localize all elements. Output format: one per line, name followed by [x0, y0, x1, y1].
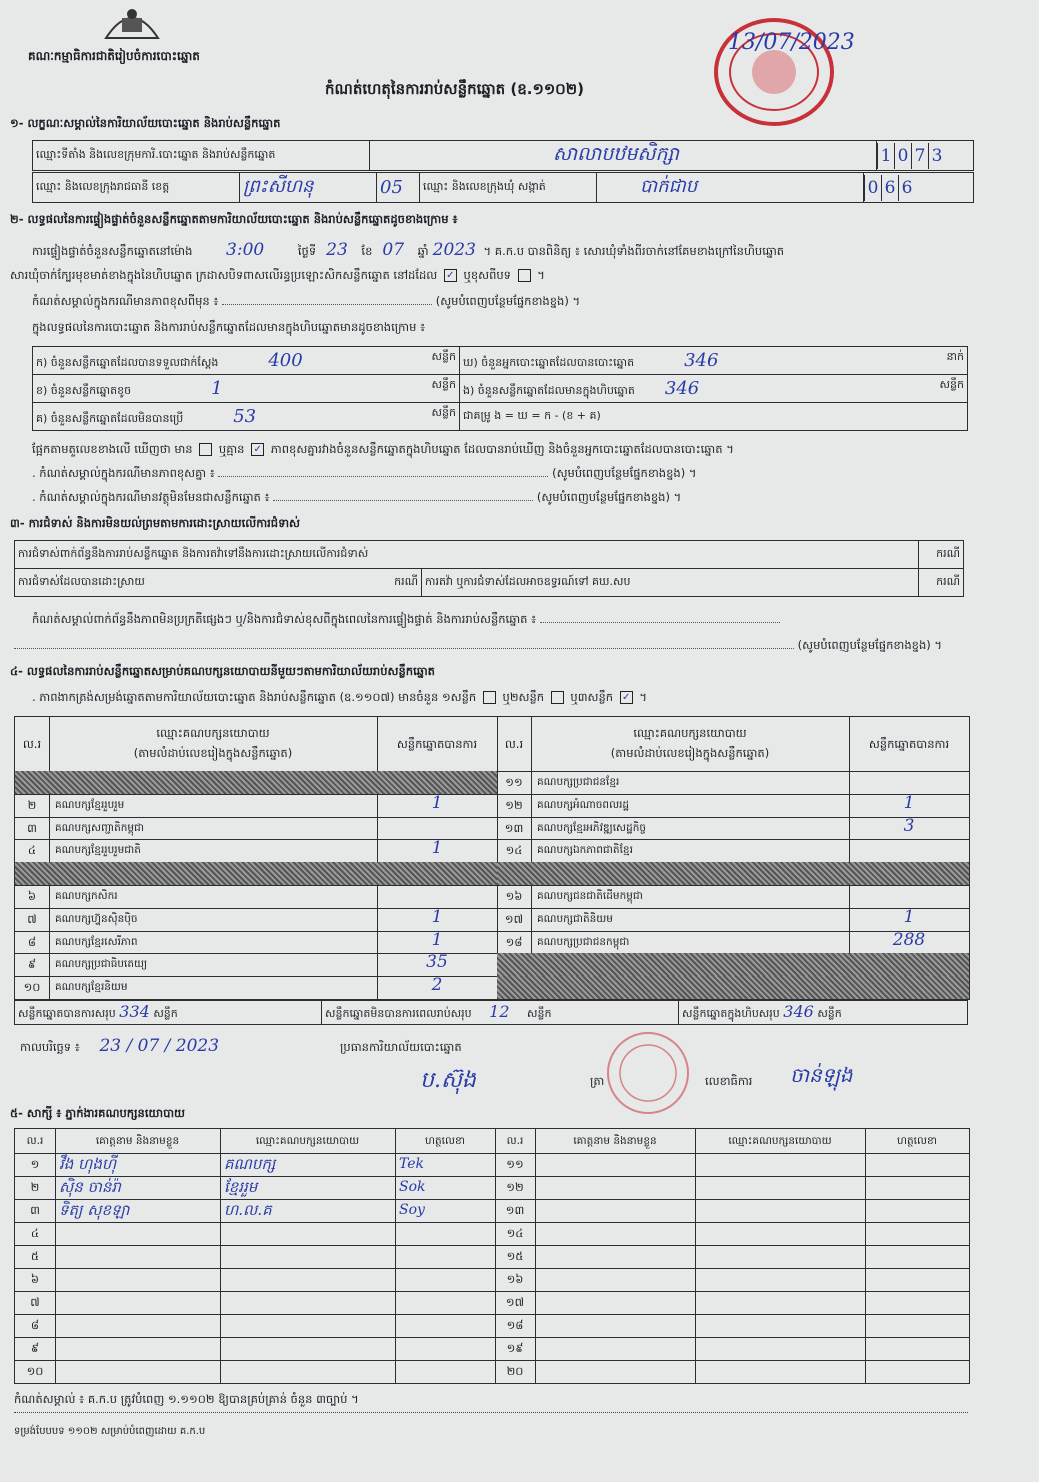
footer-note: កំណត់សម្គាល់ ៖ គ.ក.ប ត្រូវបំពេញ ១.១១០២ ឱ្យបានគ្រប់គ្រាន់ ចំនួន ៣ច្បាប់ ។	[14, 1392, 359, 1406]
witness-no: ៧	[30, 1295, 40, 1309]
party-name: គណបក្សជនជាតិដើមកម្ពុជា	[537, 890, 643, 902]
commune-label: ឈ្មោះ និងលេខក្រុងឃុំ សង្កាត់	[420, 173, 597, 203]
party-no: ១៣	[504, 820, 524, 835]
party-name: គណបក្សអំណាចពលរដ្ឋ	[537, 798, 630, 811]
party-votes: 1	[903, 906, 915, 927]
s3-note-field-2[interactable]	[14, 648, 794, 649]
unit-label: សន្លឹក	[939, 377, 964, 391]
party-votes: 35	[426, 952, 448, 973]
note2-label: . កំណត់សម្គាល់ក្នុងករណីមានវត្ថុមិនមែនជាសន្លឹកឆ្នោត ៖	[32, 490, 270, 504]
diff-no-checkbox[interactable]: ✓	[251, 443, 264, 456]
emblem-logo	[100, 4, 164, 40]
year-label: ឆ្នាំ	[417, 244, 429, 258]
witness-row	[15, 1153, 969, 1177]
unit-label: សន្លឹក	[153, 1007, 178, 1020]
s3-note-tail: (សូមបំពេញបន្ថែមផ្នែកខាងខ្នង) ។	[797, 638, 942, 652]
form-title: កំណត់ហេតុនៃការរាប់សន្លឹកឆ្នោត (ឧ.១១០២)	[325, 80, 585, 98]
witness-signature: Soy	[399, 1202, 425, 1218]
party-votes: 1	[431, 906, 443, 927]
col-votes-header: សន្លឹកឆ្នោតបានការ	[868, 737, 950, 751]
count-kho	[460, 347, 968, 375]
s1-row1-value: សាលាបឋមសិក្សា	[553, 142, 679, 165]
witness-no: ១០	[26, 1364, 44, 1378]
unit-label: សន្លឹក	[527, 1007, 552, 1020]
party-no: ៤	[27, 843, 37, 858]
province-value-cell	[240, 173, 377, 203]
code-digit: 0	[894, 143, 911, 169]
month-value: 07	[382, 240, 405, 260]
diff-note-field[interactable]	[222, 304, 432, 305]
note2-field[interactable]	[273, 500, 533, 501]
province-value: ព្រះសីហនុ	[243, 176, 314, 197]
count-kha-value: 1	[211, 377, 223, 399]
official-stamp	[708, 10, 840, 128]
committee-name: គណៈកម្មាធិការជាតិរៀបចំការបោះឆ្នោត	[28, 49, 200, 63]
witness-no: ៨	[30, 1318, 40, 1332]
witness-signature: Tek	[399, 1156, 425, 1172]
party-no: ១៤	[505, 843, 523, 858]
party-results-right	[497, 717, 969, 999]
party-row	[497, 931, 969, 955]
secretary-signature: ចាន់ឡុង	[790, 1063, 853, 1087]
province-label: ឈ្មោះ និងលេខក្រុងរាជធានី ខេត្ត	[33, 173, 240, 203]
valid-total-value: 334	[119, 1002, 150, 1021]
count-ngo	[460, 375, 968, 403]
col-votes-header: សន្លឹកឆ្នោតបានការ	[396, 737, 478, 751]
diff-yes-checkbox[interactable]	[199, 443, 212, 456]
witness-no: ១៨	[506, 1318, 524, 1332]
party-votes: 1	[903, 792, 915, 813]
note1-tail: (សូមបំពេញបន្ថែមផ្នែកខាងខ្នង) ។	[552, 466, 697, 480]
witness-name: វឹង ហុងហ៊ី	[59, 1155, 117, 1173]
party-results-table	[14, 716, 970, 1000]
count-ngo-label: ង) ចំនួនសន្លឹកឆ្នោតដែលមានក្នុងហិបឆ្នោត	[463, 383, 635, 397]
diff-note-label: កំណត់សម្គាល់ក្នុងករណីមានភាពខុសពីមុន ៖	[32, 294, 219, 308]
col-party-title: ឈ្មោះគណបក្សនយោបាយ	[156, 726, 270, 740]
commune-value: បាក់ជាប	[640, 176, 698, 197]
s2-line3	[32, 294, 580, 311]
party-name: គណបក្សប្រជាធិបតេយ្យ	[55, 958, 148, 971]
witness-row	[15, 1245, 969, 1269]
party-row	[497, 862, 969, 886]
different-checkbox[interactable]	[518, 269, 531, 282]
party-name: គណបក្សកសិករ	[55, 890, 118, 902]
witness-col-sign: ហត្ថលេខា	[395, 1129, 495, 1154]
chief-label: ប្រធានការិយាល័យបោះឆ្នោត	[340, 1040, 462, 1054]
code-digit: 0	[864, 175, 881, 201]
party-row	[497, 976, 969, 1000]
secretary-label: លេខាធិការ	[705, 1074, 753, 1088]
case-label: ករណី	[918, 541, 963, 569]
witness-no: ៦	[30, 1272, 40, 1286]
sheet2-checkbox[interactable]	[551, 691, 564, 704]
date-value: 23 / 07 / 2023	[99, 1036, 220, 1056]
code-digit: 7	[911, 143, 928, 169]
col-party-sub: (តាមលំដាប់លេខរៀងក្នុងសន្លឹកឆ្នោត)	[133, 746, 293, 760]
commune-code	[864, 173, 974, 203]
invalid-total	[322, 1001, 679, 1025]
witness-party: ហ.ល.គ	[224, 1201, 272, 1219]
different-label: ឬខុសពីបទ	[463, 268, 511, 282]
witness-col-no: ល.រ	[495, 1129, 535, 1154]
party-no: ១៧	[504, 911, 524, 926]
witness-no: ១៥	[506, 1249, 524, 1263]
box-total	[679, 1001, 968, 1025]
witness-no: ១៦	[506, 1272, 524, 1286]
party-name: គណបក្សខ្មែររួបរួមជាតិ	[55, 844, 141, 857]
party-header	[497, 717, 969, 772]
party-votes: 1	[431, 929, 443, 950]
objection-row2	[15, 569, 422, 597]
month-label: ខែ	[361, 244, 373, 258]
s1-title: ១- លក្ខណៈសម្គាល់នៃការិយាល័យបោះឆ្នោត និងរាប់សន្លឹកឆ្នោត	[10, 116, 281, 130]
party-votes: 2	[431, 975, 443, 996]
formula: ជាគម្រូ ង = ឃ = ក - (ខ + គ)	[460, 403, 968, 431]
count-table	[32, 346, 968, 431]
totals-row	[14, 1000, 968, 1025]
code-digit: 1	[877, 143, 894, 169]
s1-table	[32, 140, 974, 171]
check-time: 3:00	[226, 240, 265, 260]
count-ka-label: ក) ចំនួនសន្លឹកឆ្នោតដែលបានទទួលជាក់ស្តែង	[36, 355, 219, 369]
objection-row2-mid: ការតវ៉ា ឬការជំទាស់ដែលអាចឧទ្ធរណ៍ទៅ គឃ.សប	[422, 569, 919, 597]
s3-note-line2	[14, 638, 942, 655]
witness-no: ១៤	[506, 1226, 524, 1240]
witness-signature: Sok	[399, 1179, 426, 1195]
s1-location-table	[32, 172, 974, 203]
witness-row	[15, 1291, 969, 1315]
count-ka-value: 400	[268, 349, 303, 371]
valid-total-label: សន្លឹកឆ្នោតបានការសរុប	[18, 1007, 116, 1020]
witness-party: គណបក្ស	[224, 1155, 276, 1173]
party-votes: 1	[431, 838, 443, 859]
province-code-cell	[377, 173, 420, 203]
party-no: ២	[27, 797, 37, 812]
note2-tail: (សូមបំពេញបន្ថែមផ្នែកខាងខ្នង) ។	[536, 490, 682, 504]
party-row	[497, 953, 969, 977]
count-ko	[33, 403, 460, 431]
sheet1-checkbox[interactable]	[483, 691, 496, 704]
day-label: ថ្ងៃទី	[297, 244, 317, 258]
col-party-header	[49, 723, 377, 763]
party-row	[15, 976, 497, 1000]
check-time-label: ការផ្ទៀងផ្ទាត់ចំនួនសន្លឹកឆ្នោតនៅម៉ោង	[32, 244, 193, 258]
witness-row	[15, 1199, 969, 1223]
party-name: គណបក្សខ្មែររួបរួម	[55, 798, 125, 811]
s4-intro-label: . ភាពងាកត្រង់សម្រង់ឆ្នោតតាមការិយាល័យបោះឆ្នោត និងរាប់សន្លឹកឆ្នោត (ឧ.១១០៧) មានចំនួន ១សន្លឹក	[32, 690, 477, 704]
commune-value-cell	[597, 173, 864, 203]
s3-title: ៣- ការជំទាស់ និងការមិនយល់ព្រមតាមការដោះស្រាយលើការជំទាស់	[10, 516, 301, 530]
footer-divider	[14, 1412, 968, 1413]
col-no-header: ល.រ	[15, 717, 50, 771]
sheet2-label: ឬ២សន្លឹក	[502, 690, 545, 704]
s1-row1-value-cell	[370, 141, 877, 171]
count-kha	[33, 375, 460, 403]
witness-no: ៥	[30, 1249, 40, 1263]
code-digit: 6	[881, 175, 898, 201]
party-row	[15, 794, 497, 818]
diff-tail: ភាពខុសគ្នារវាងចំនួនសន្លឹកឆ្នោតក្នុងហិបឆ្នោត ដែលបានរាប់ឃើញ និងចំនួនអ្នកបោះឆ្នោតដែលបានបោះឆ្នោត ។	[270, 442, 734, 456]
party-name: គណបក្សប្រជាជនខ្មែរ	[537, 776, 620, 788]
party-name: គណបក្សហ្វ៊ុនស៊ិនប៉ិច	[55, 912, 138, 925]
witness-no: ៣	[30, 1203, 40, 1217]
party-no: ៣	[27, 820, 37, 835]
witness-no: ១៧	[505, 1295, 525, 1309]
s2-title: ២- លទ្ធផលនៃការផ្ទៀងផ្ទាត់ចំនួនសន្លឹកឆ្នោតតាមការិយាល័យបោះឆ្នោត និងរាប់សន្លឹកឆ្នោតដូចខាងក្រោម ៖	[10, 212, 458, 226]
party-results-left	[15, 717, 497, 999]
unit-label: សន្លឹក	[431, 349, 456, 363]
party-name: គណបក្សឯកភាពជាតិខ្មែរ	[537, 844, 633, 857]
witness-table	[14, 1128, 970, 1384]
invalid-total-value: 12	[489, 1002, 510, 1021]
s2-line2: សារឃុំចាក់ក្បែរមុខមាត់ខាងក្នុងនៃហិបឆ្នោត ក្រដាសបិទពាសលើរន្ធប្រឡោះសិកសន្លឹកឆ្នោត នៅដដែល ✓ ឬខុសពីបទ ។	[10, 268, 545, 282]
valid-total	[15, 1001, 322, 1025]
objection-table	[14, 540, 964, 597]
year-value: 2023	[432, 240, 476, 260]
invalid-total-label: សន្លឹកឆ្នោតមិនបានការពេលរាប់សរុប	[325, 1007, 472, 1020]
unit-label: សន្លឹក	[431, 377, 456, 391]
date-label: កាលបរិច្ឆេទ ៖	[20, 1040, 80, 1054]
party-no: ៧	[27, 911, 37, 926]
s3-note	[32, 612, 780, 629]
party-no: ១៨	[505, 934, 523, 949]
unit-label: សន្លឹក	[817, 1007, 842, 1020]
witness-name: ស៊ិន ចាន់រ៉ា	[59, 1178, 121, 1196]
witness-no: ១	[30, 1157, 40, 1171]
seal-check-text: សារឃុំចាក់ក្បែរមុខមាត់ខាងក្នុងនៃហិបឆ្នោត ក្រដាសបិទពាសលើរន្ធប្រឡោះសិកសន្លឹកឆ្នោត នៅដដែល	[10, 268, 438, 282]
witness-col-sign: ហត្ថលេខា	[865, 1129, 969, 1154]
witness-no: ១៩	[506, 1341, 524, 1355]
count-ka	[33, 347, 460, 375]
witness-no: ១៣	[505, 1203, 525, 1217]
col-no-header: ល.រ	[497, 717, 532, 771]
witness-col-name: គោត្តនាម និងនាមខ្លួន	[535, 1129, 695, 1154]
seal-label: ត្រា	[590, 1074, 605, 1088]
same-checkbox[interactable]: ✓	[444, 269, 457, 282]
witness-name: ទិត្យ សុខឡា	[59, 1201, 130, 1219]
note1-field[interactable]	[218, 476, 548, 477]
party-no: ៨	[27, 934, 37, 949]
s3-note-label: កំណត់សម្គាល់ពាក់ព័ន្ធនឹងភាពមិនប្រក្រតីផ្សេងៗ ឬ/និងការជំទាស់ខុសពីក្នុងពេលនៃការផ្ទៀងផ្ទាត់ និងការរាប់សន្លឹកឆ្នោត ៖	[32, 612, 537, 626]
stamp-date: 13/07/2023	[728, 30, 855, 55]
box-total-value: 346	[783, 1002, 814, 1021]
party-header	[15, 717, 497, 772]
code-digit: 6	[898, 175, 915, 201]
party-votes: 3	[903, 815, 915, 836]
party-no: ១១	[505, 775, 523, 789]
witness-col-name: គោត្តនាម និងនាមខ្លួន	[55, 1129, 220, 1154]
witness-row	[15, 1176, 969, 1200]
party-row	[497, 817, 969, 841]
witness-no: ២	[30, 1180, 40, 1194]
case-label: ករណី	[394, 574, 418, 588]
diff-line-label: ផ្អែកតាមតួលេខខាងលើ ឃើញថា មាន	[32, 442, 193, 456]
sheet3-checkbox[interactable]: ✓	[620, 691, 633, 704]
s1-row1-code	[877, 141, 974, 171]
col-party-title: ឈ្មោះគណបក្សនយោបាយ	[633, 726, 747, 740]
witness-row	[15, 1268, 969, 1292]
count-ngo-value: 346	[664, 377, 700, 399]
diff-no-label: ឬគ្មាន	[218, 442, 245, 456]
party-name: គណបក្សខ្មែរនិយម	[55, 981, 128, 994]
stamp-icon	[708, 10, 840, 128]
day-value: 23	[326, 240, 348, 260]
witness-no: ៩	[30, 1341, 40, 1355]
witness-row	[15, 1314, 969, 1338]
s3-note-field[interactable]	[540, 622, 780, 623]
party-name: គណបក្សប្រជាជនកម្ពុជា	[537, 935, 630, 948]
party-no: ៩	[27, 957, 37, 972]
party-row	[15, 839, 497, 863]
witness-row	[15, 1222, 969, 1246]
party-name: គណបក្សខ្មែរអភិវឌ្ឍសេដ្ឋកិច្ច	[537, 821, 647, 834]
s4-intro: . ភាពងាកត្រង់សម្រង់ឆ្នោតតាមការិយាល័យបោះឆ្នោត និងរាប់សន្លឹកឆ្នោត (ឧ.១១០៧) មានចំនួន ១សន្លឹក ឬ២សន្លឹក ឬ៣សន្លឹក ✓ ។	[32, 690, 647, 704]
party-name: គណបក្សជាតិនិយម	[537, 912, 613, 925]
box-total-label: សន្លឹកឆ្នោតក្នុងហិបសរុប	[682, 1007, 780, 1020]
unit-label: នាក់	[946, 349, 964, 363]
s2-diff-line	[32, 442, 734, 459]
s2-note1	[32, 466, 696, 483]
count-kho-value: 346	[684, 349, 719, 371]
s5-title: ៥- សាក្សី ៖ ភ្នាក់ងារគណបក្សនយោបាយ	[10, 1106, 185, 1120]
witness-row	[15, 1360, 969, 1384]
col-party-sub: (តាមលំដាប់លេខរៀងក្នុងសន្លឹកឆ្នោត)	[610, 746, 770, 760]
seal-stamp	[605, 1030, 691, 1116]
party-no: ១០	[23, 980, 41, 995]
s1-row1-label: ឈ្មោះទីតាំង និងលេខក្រុមការិ.បោះឆ្នោត និងរាប់សន្លឹកឆ្នោត	[33, 141, 370, 171]
line1-tail: ។ គ.ក.ប បានពិនិត្យ ៖ សោរឃុំទាំងពីរចាក់នៅគែមខាងក្រៅនៃហិបឆ្នោត	[483, 244, 785, 258]
party-no: ៦	[27, 889, 37, 903]
witness-row	[15, 1337, 969, 1361]
party-row	[497, 839, 969, 863]
s2-line1	[32, 240, 784, 261]
form-footer: ទម្រង់បែបបទ ១១០២ សម្រាប់បំពេញដោយ គ.ក.ប	[14, 1426, 206, 1437]
diff-note-tail: (សូមបំពេញបន្ថែមផ្នែកខាងខ្នង) ។	[435, 294, 581, 308]
witness-col-party: ឈ្មោះគណបក្សនយោបាយ	[695, 1129, 865, 1154]
unit-label: សន្លឹក	[431, 405, 456, 419]
party-row	[15, 862, 497, 886]
witness-no: ១២	[506, 1180, 524, 1194]
emblem-logo-graphic	[100, 4, 164, 40]
witness-no: ២០	[506, 1364, 524, 1378]
province-code: 05	[380, 177, 403, 198]
party-name: គណបក្សសញ្ជាតិកម្ពុជា	[55, 821, 145, 834]
count-ko-label: គ) ចំនួនសន្លឹកឆ្នោតដែលមិនបានប្រើ	[36, 411, 184, 425]
s2-note2	[32, 490, 681, 507]
witness-no: ៤	[30, 1226, 40, 1240]
objection-row1: ការជំទាស់ពាក់ព័ន្ធនឹងការរាប់សន្លឹកឆ្នោត និងការតវ៉ាទៅនឹងការដោះស្រាយលើការជំទាស់	[15, 541, 919, 569]
party-votes: 1	[431, 792, 443, 813]
witness-col-party: ឈ្មោះគណបក្សនយោបាយ	[220, 1129, 395, 1154]
s2-line4: ក្នុងលទ្ធផលនៃការបោះឆ្នោត និងការរាប់សន្លឹកឆ្នោតដែលមានក្នុងហិបឆ្នោតមានដូចខាងក្រោម ៖	[32, 320, 426, 334]
party-no: ១២	[505, 797, 523, 812]
sheet3-label: ឬ៣សន្លឹក	[570, 690, 614, 704]
party-votes: 288	[892, 929, 926, 950]
note1-label: . កំណត់សម្គាល់ក្នុងករណីមានភាពខុសគ្នា ៖	[32, 466, 215, 480]
s4-title: ៤- លទ្ធផលនៃការរាប់សន្លឹកឆ្នោតសម្រាប់គណបក្សនយោបាយនីមួយៗតាមការិយាល័យរាប់សន្លឹកឆ្នោត	[10, 664, 435, 678]
code-digit: 3	[928, 143, 945, 169]
witness-col-no: ល.រ	[15, 1129, 55, 1154]
seal-icon	[605, 1030, 691, 1116]
party-name: គណបក្សខ្មែរសេរីភាព	[55, 935, 138, 948]
witness-no: ១១	[506, 1157, 524, 1171]
case-label: ករណី	[918, 569, 963, 597]
count-kho-label: ឃ) ចំនួនអ្នកបោះឆ្នោតដែលបានបោះឆ្នោត	[463, 355, 635, 369]
count-kha-label: ខ) ចំនួនសន្លឹកឆ្នោតខូច	[36, 383, 132, 397]
date-row	[20, 1036, 219, 1057]
party-no: ១៦	[505, 889, 523, 903]
objection-row2-label: ការជំទាស់ដែលបានដោះស្រាយ	[18, 574, 145, 588]
col-party-header	[531, 723, 849, 763]
witness-party: ខ្មែររួម	[224, 1178, 258, 1196]
chief-signature: ប.ស៊ុង	[420, 1068, 476, 1093]
count-ko-value: 53	[233, 405, 257, 427]
